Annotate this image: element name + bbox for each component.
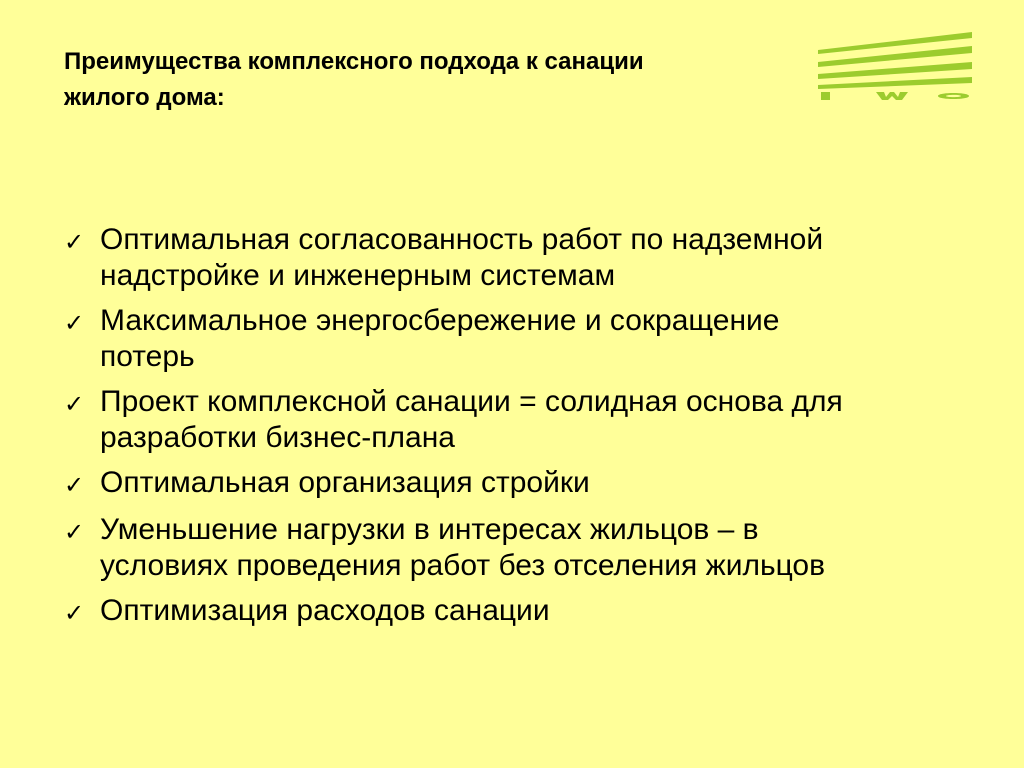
checkmark-icon: ✓: [64, 228, 85, 256]
logo-stripe: [818, 77, 972, 89]
checkmark-icon: ✓: [64, 309, 85, 337]
list-item-text: [100, 222, 964, 294]
list-item-line: надстройке и инженерным системам: [100, 259, 616, 292]
list-item-text: [100, 384, 964, 456]
list-item: [64, 512, 964, 584]
logo-letter-o: [938, 93, 969, 99]
iwo-logo: [818, 30, 972, 102]
list-item-text: [100, 303, 964, 375]
list-item-line: условиях проведения работ без отселения жильцов: [100, 549, 826, 582]
list-item-line: Оптимальная организация стройки: [100, 466, 590, 499]
list-item-line: Оптимальная согласованность работ по надземной: [100, 223, 824, 256]
slide-title-line: жилого дома:: [64, 84, 225, 111]
list-item: [64, 384, 964, 456]
list-item: [64, 222, 964, 294]
checkmark-icon: ✓: [64, 518, 85, 546]
logo-letter-i: [821, 92, 830, 100]
list-item-line: Оптимизация расходов санации: [100, 594, 550, 627]
list-item-text: [100, 465, 964, 501]
checkmark-icon: ✓: [64, 599, 85, 627]
list-item-line: потерь: [100, 340, 195, 373]
list-item: [64, 465, 964, 503]
list-item-text: [100, 512, 964, 584]
list-item-line: Уменьшение нагрузки в интересах жильцов – в: [100, 513, 759, 546]
slide-title: [64, 44, 784, 116]
logo-letter-w: [876, 92, 908, 100]
list-item-line: разработки бизнес-плана: [100, 421, 455, 454]
list-item: [64, 303, 964, 375]
slide-title-line: Преимущества комплексного подхода к санации: [64, 48, 644, 75]
list-item-line: Проект комплексной санации = солидная основа для: [100, 385, 843, 418]
checkmark-icon: ✓: [64, 390, 85, 418]
checkmark-icon: ✓: [64, 471, 85, 499]
advantages-list: [64, 222, 964, 640]
list-item-line: Максимальное энергосбережение и сокращение: [100, 304, 780, 337]
logo-letters: [821, 92, 969, 100]
list-item-text: [100, 593, 964, 629]
list-item: [64, 593, 964, 631]
logo-stripes: [818, 32, 972, 89]
